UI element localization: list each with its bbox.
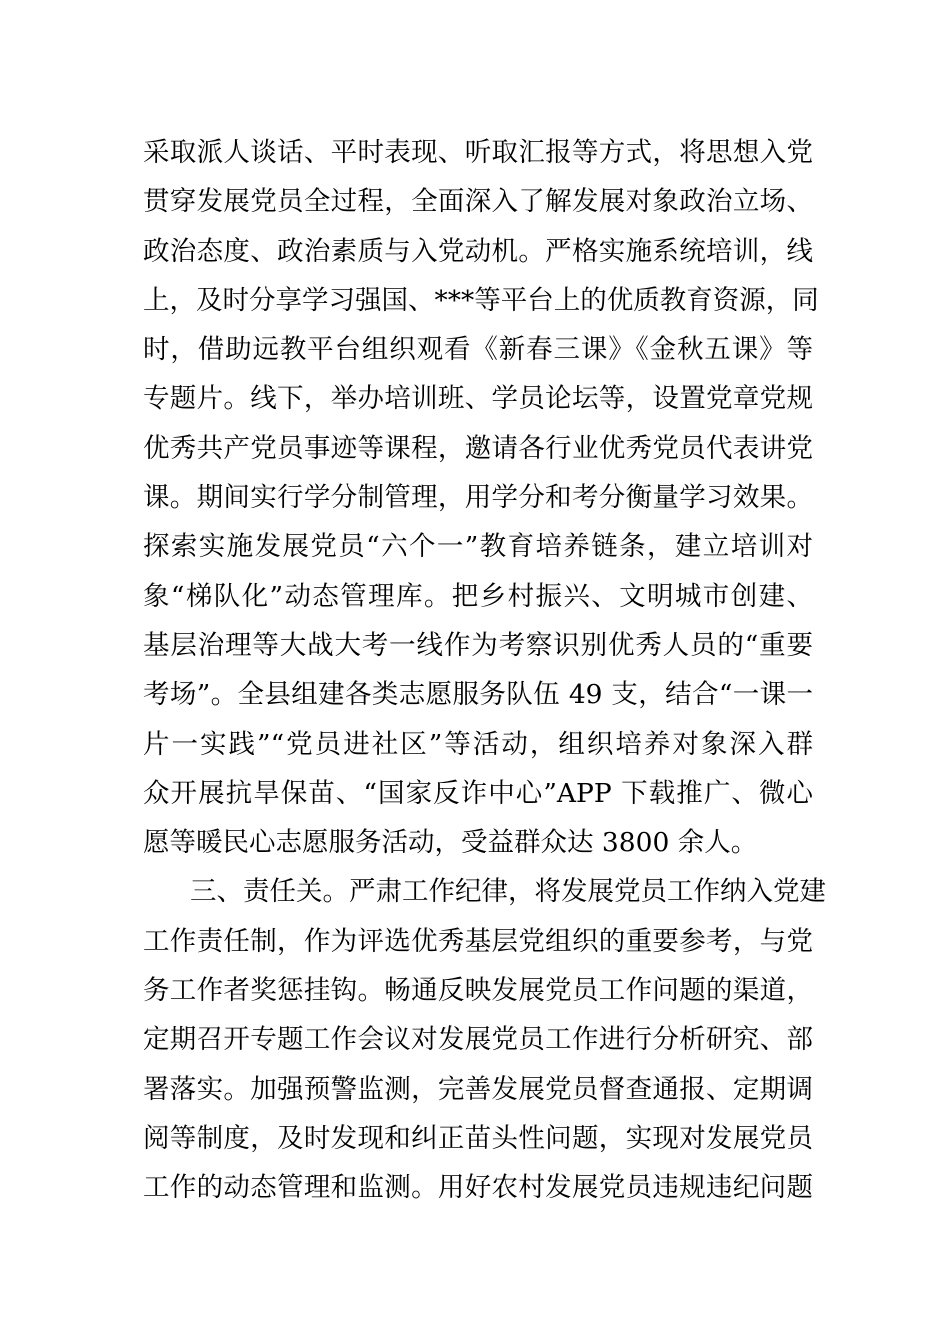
- document-body: [143, 128, 826, 1213]
- text-line: 上，及时分享学习强国、***等平台上的优质教育资源，同: [143, 284, 819, 316]
- text-line: 众开展抗旱保苗、“国家反诈中心”APP 下载推广、微心: [143, 777, 813, 809]
- paragraph-2: [143, 867, 826, 1212]
- text-line: 优秀共产党员事迹等课程，邀请各行业优秀党员代表讲党: [143, 432, 813, 464]
- text-line: 考场”。全县组建各类志愿服务队伍 49 支，结合“一课一: [143, 679, 813, 711]
- text-line: 政治态度、政治素质与入党动机。严格实施系统培训，线: [143, 235, 813, 267]
- text-line: 贯穿发展党员全过程，全面深入了解发展对象政治立场、: [143, 186, 813, 218]
- text-line: 三、责任关。严肃工作纪律，将发展党员工作纳入党建: [190, 876, 826, 908]
- text-line: 阅等制度，及时发现和纠正苗头性问题，实现对发展党员: [143, 1122, 813, 1154]
- text-line: 工作的动态管理和监测。用好农村发展党员违规违纪问题: [143, 1172, 813, 1204]
- text-line: 采取派人谈话、平时表现、听取汇报等方式，将思想入党: [143, 137, 813, 168]
- text-line: 片一实践”“党员进社区”等活动，组织培养对象深入群: [143, 728, 813, 760]
- text-line: 基层治理等大战大考一线作为考察识别优秀人员的“重要: [143, 629, 813, 661]
- text-line: 象“梯队化”动态管理库。把乡村振兴、文明城市创建、: [143, 580, 813, 612]
- text-line: 时，借助远教平台组织观看《新春三课》《金秋五课》等: [143, 334, 813, 366]
- text-line: 愿等暖民心志愿服务活动，受益群众达 3800 余人。: [143, 827, 758, 859]
- text-line: 署落实。加强预警监测，完善发展党员督查通报、定期调: [143, 1073, 813, 1105]
- paragraph-1: [143, 128, 819, 867]
- text-line: 专题片。线下，举办培训班、学员论坛等，设置党章党规: [143, 383, 813, 415]
- text-line: 课。期间实行学分制管理，用学分和考分衡量学习效果。: [143, 482, 813, 514]
- text-line: 工作责任制，作为评选优秀基层党组织的重要参考，与党: [143, 925, 813, 957]
- text-line: 定期召开专题工作会议对发展党员工作进行分析研究、部: [143, 1024, 813, 1056]
- text-line: 探索实施发展党员“六个一”教育培养链条，建立培训对: [143, 531, 813, 563]
- text-line: 务工作者奖惩挂钩。畅通反映发展党员工作问题的渠道，: [143, 975, 813, 1007]
